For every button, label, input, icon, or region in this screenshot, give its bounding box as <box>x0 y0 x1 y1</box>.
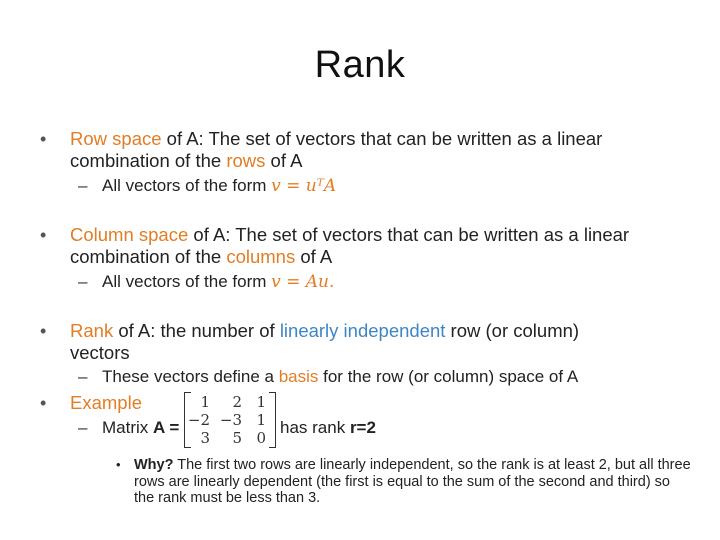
text: row (or column) <box>445 320 580 341</box>
bullet-row-space <box>40 128 690 172</box>
dash-marker: – <box>78 176 88 195</box>
sub-bullet-col-form <box>78 271 335 293</box>
text: for the row (or column) space of A <box>318 367 579 386</box>
bullet-dot: • <box>40 129 47 149</box>
dash-marker: – <box>78 418 88 437</box>
text: All vectors of the form <box>102 176 272 195</box>
bullet-dot: • <box>116 457 121 472</box>
text: These vectors define a <box>102 367 279 386</box>
bullet-example <box>40 392 142 414</box>
bullet-column-space <box>40 224 700 268</box>
bullet-dot: • <box>40 225 47 245</box>
matrix-cell: 1 <box>256 393 266 411</box>
term-rank: Rank <box>70 320 114 341</box>
matrix-cell: −2 <box>187 411 210 429</box>
text: of A: The set of vectors that can be written as a linear <box>161 128 603 149</box>
bullet-rank <box>40 320 690 364</box>
sub-bullet-matrix-label <box>78 417 180 439</box>
text: r=2 <box>349 418 376 437</box>
matrix-A <box>184 392 276 448</box>
matrix-cell: 1 <box>200 393 210 411</box>
bullet-dot: • <box>40 321 47 341</box>
text: has rank <box>280 418 350 437</box>
why-explanation <box>116 457 694 507</box>
formula-col: v = Au. <box>271 272 335 292</box>
matrix-cell: 0 <box>256 429 266 447</box>
sub-bullet-row-form <box>78 175 337 197</box>
right-bracket <box>269 392 276 448</box>
term-example: Example <box>70 392 142 413</box>
matrix-cell: 3 <box>200 429 210 447</box>
term-rows: rows <box>226 150 266 171</box>
term-column-space: Column space <box>70 224 189 245</box>
term-row-space: Row space <box>70 128 162 149</box>
text: vectors <box>70 342 130 363</box>
dash-marker: – <box>78 272 88 291</box>
formula-row: v = uᵀA <box>271 176 337 196</box>
text: of A: the number of <box>113 320 280 341</box>
sub-bullet-basis <box>78 366 579 388</box>
text: of A <box>295 246 333 267</box>
term-columns: columns <box>226 246 296 267</box>
dash-marker: – <box>78 367 88 386</box>
slide-title: Rank <box>314 44 406 86</box>
text: A = <box>153 418 180 437</box>
term-basis: basis <box>278 367 319 386</box>
text: combination of the <box>70 150 227 171</box>
term-linearly-independent: linearly independent <box>279 320 446 341</box>
text: of A <box>265 150 303 171</box>
matrix-cell: −3 <box>219 411 242 429</box>
text: Matrix <box>102 418 153 437</box>
bullet-dot: • <box>40 393 47 413</box>
matrix-cell: 5 <box>232 429 242 447</box>
text: of A: The set of vectors that can be written as a linear <box>188 224 630 245</box>
why-label: Why? <box>134 457 174 473</box>
matrix-cell: 2 <box>232 393 242 411</box>
matrix-cell: 1 <box>256 411 266 429</box>
text: combination of the <box>70 246 227 267</box>
why-text: The first two rows are linearly independent, so the rank is at least 2, but all three rows are linearly dependent (the first is equal to the sum of the second and third) so the rank must be less than 3. <box>134 457 691 506</box>
rank-statement <box>280 417 376 439</box>
text: All vectors of the form <box>102 272 272 291</box>
